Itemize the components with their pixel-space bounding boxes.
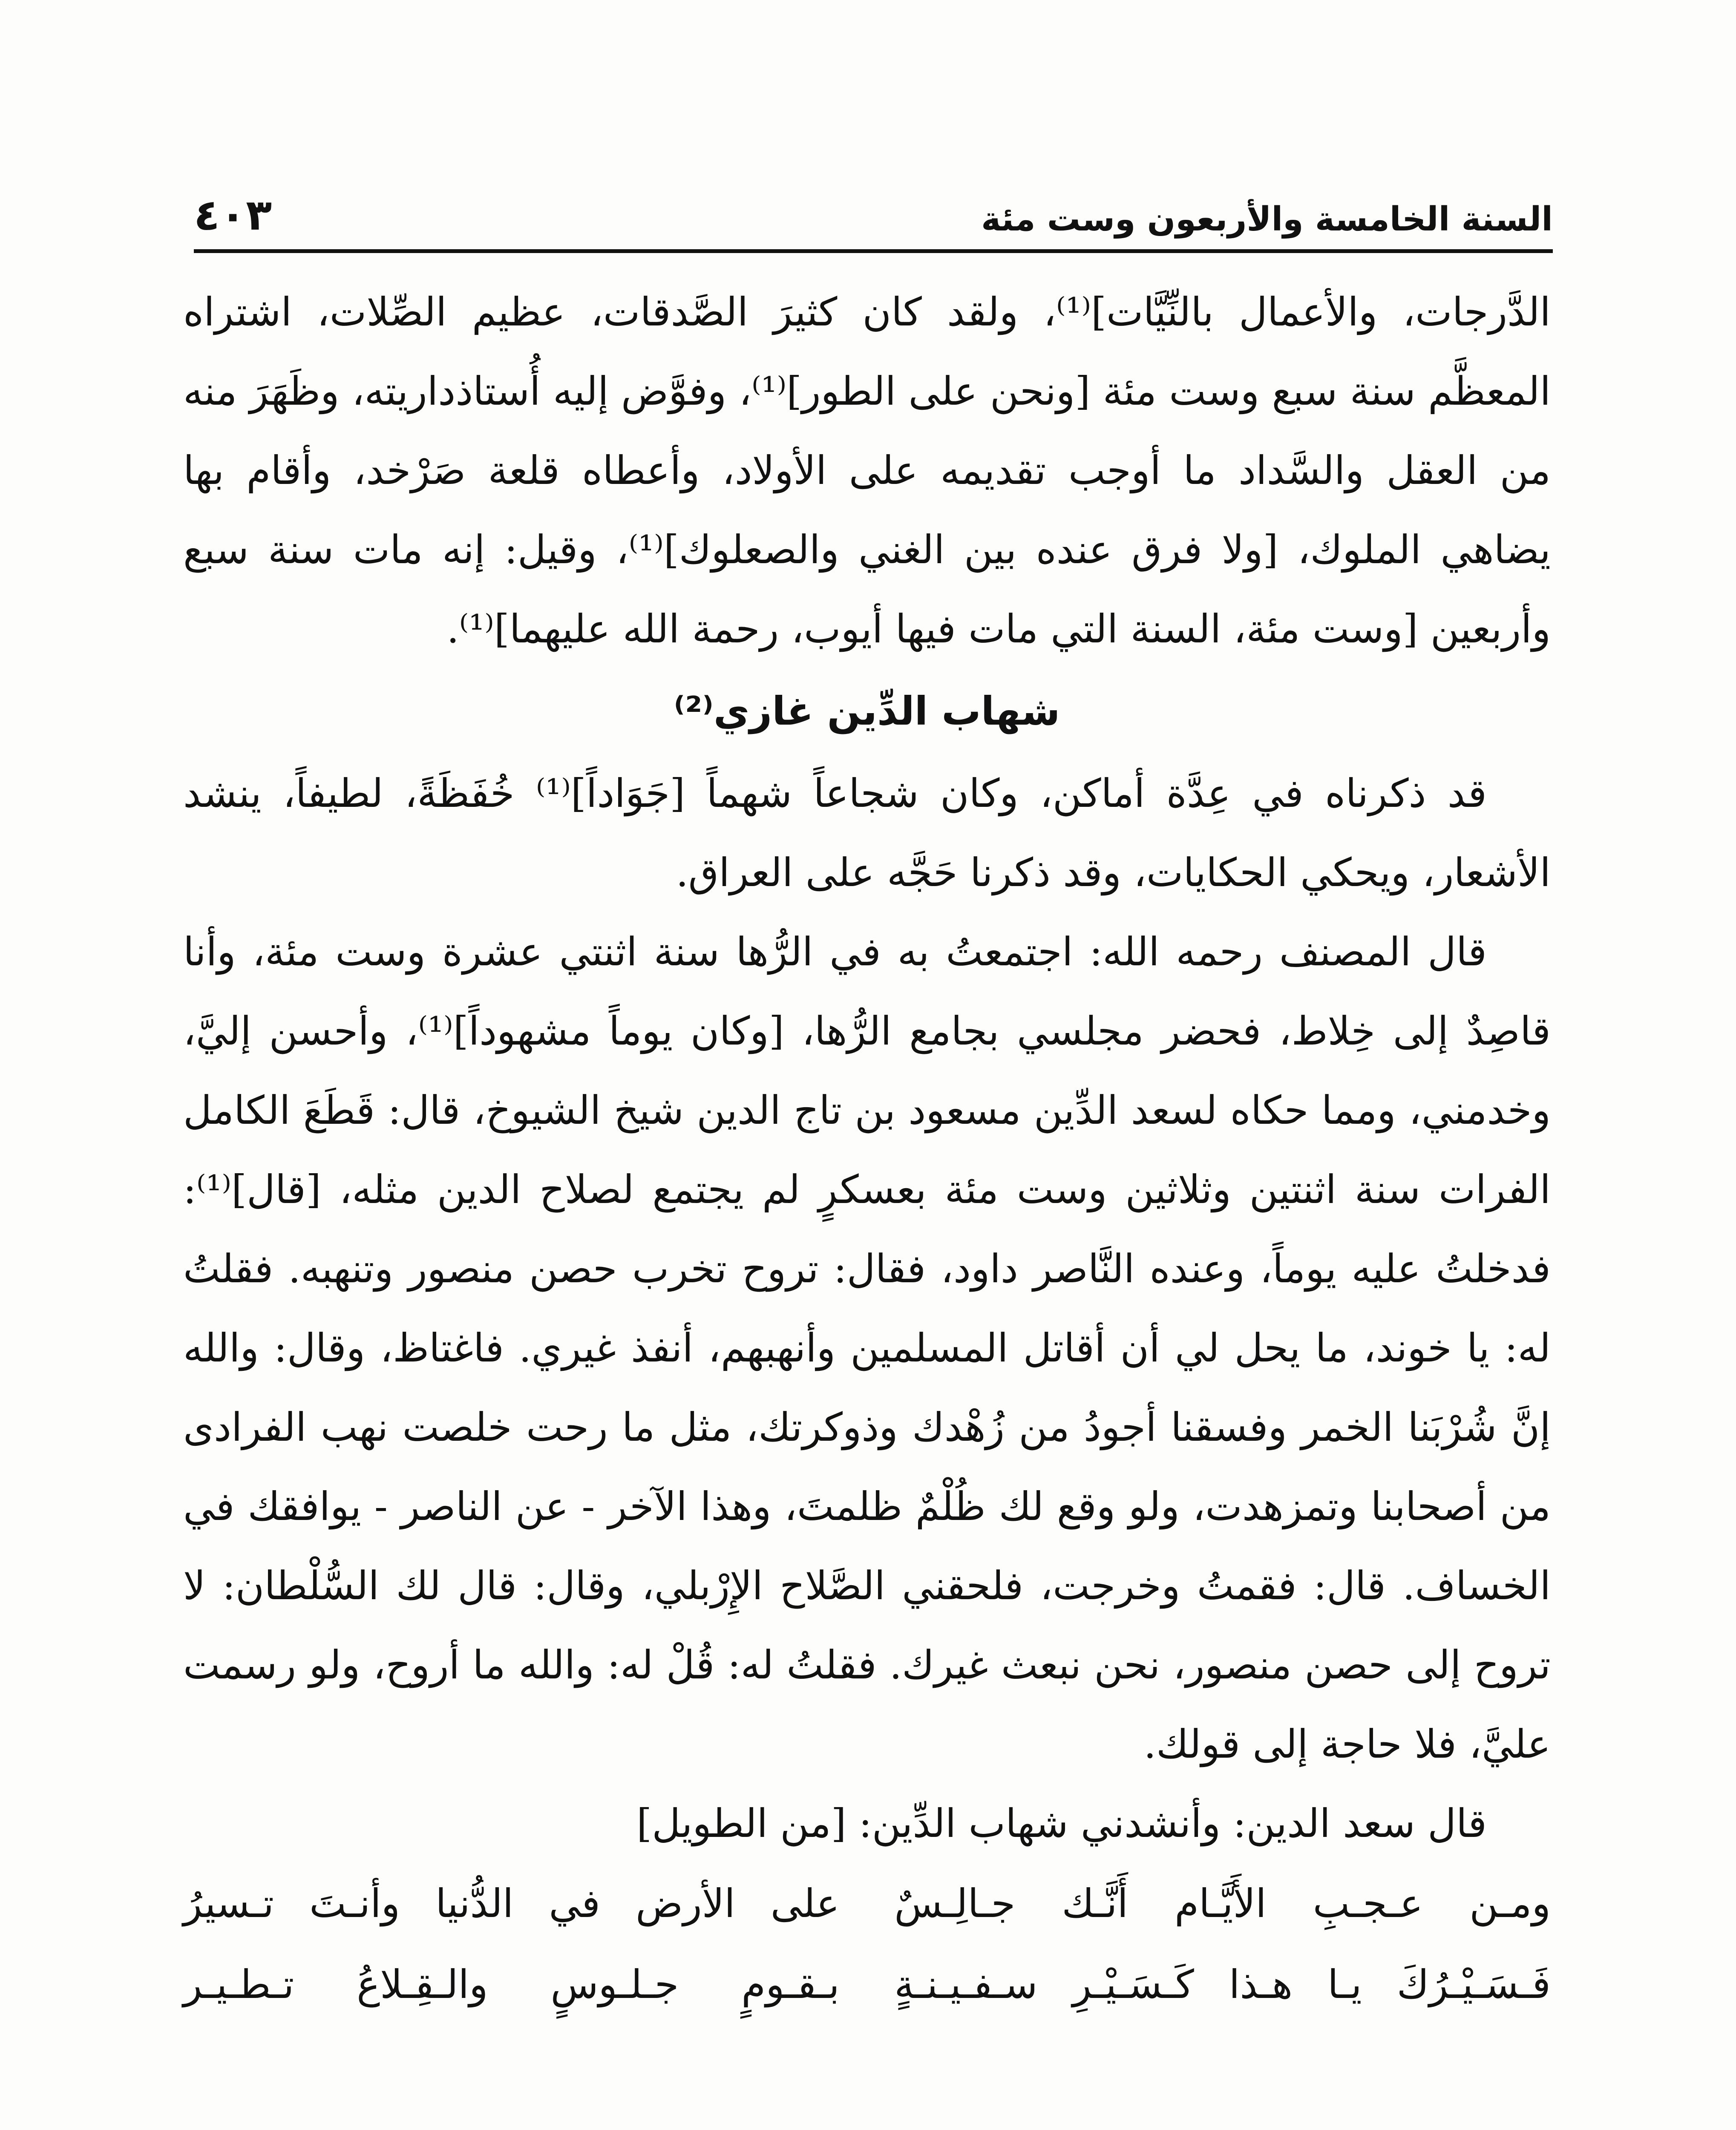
main-text [183, 273, 1551, 2025]
section-heading: شهاب الدِّين غازي⁽²⁾ [674, 688, 1060, 734]
page-number: ٤٠٣ [194, 190, 272, 240]
verse-first-hemistich: ومـن عـجـبِ الأَيَّـام أَنَّـك جـالِـسٌ [894, 1881, 1551, 1926]
paragraph-2: قد ذكرناه في عِدَّة أماكن، وكان شجاعاً شهماً [جَوَاداً]⁽¹⁾ خُفَظَةً، لطيفاً، ينشد الأشعار، ويحكي الحكايات، وقد ذكرنا حَجَّه على العراق. [183, 771, 1551, 895]
paragraph-4: قال سعد الدين: وأنشدني شهاب الدِّين: [من الطويل] [636, 1801, 1487, 1846]
poem [183, 1863, 1551, 2025]
verse-line [183, 1863, 1551, 1944]
verse-second-hemistich: على الأرض في الدُّنيا وأنـتَ تـسيرُ [183, 1881, 840, 1926]
verse-line [183, 1944, 1551, 2025]
running-title: السنة الخامسة والأربعون وست مئة [981, 200, 1553, 239]
header-rule [194, 249, 1553, 253]
paragraph-1: الدَّرجات، والأعمال بالنِّيَّات]⁽¹⁾، ولقد كان كثيرَ الصَّدقات، عظيم الصِّلات، اشتراه المعظَّم سنة سبع وست مئة [ونحن على الطور]⁽¹⁾، وفوَّض إليه أُستاذداريته، وظَهَرَ منه من العقل والسَّداد ما أوجب تقديمه على الأولاد، وأعطاه قلعة صَرْخد، وأقام بها يضاهي الملوك، [ولا فرق عنده بين الغني والصعلوك]⁽¹⁾، وقيل: إنه مات سنة سبع وأربعين [وست مئة، السنة التي مات فيها أيوب، رحمة الله عليهما]⁽¹⁾. [183, 289, 1551, 652]
page-header [194, 179, 1553, 251]
verse-second-hemistich: بـقـومٍ جـلـوسٍ والـقِـلاعُ تـطـيـر [183, 1962, 840, 2007]
verse-first-hemistich: فَـسَـيْـرُكَ يـا هـذا كَـسَـيْـرِ سـفـيـنـةٍ [894, 1962, 1551, 2007]
paragraph-3: قال المصنف رحمه الله: اجتمعتُ به في الرُّها سنة اثنتي عشرة وست مئة، وأنا قاصِدٌ إلى خِلاط، فحضر مجلسي بجامع الرُّها، [وكان يوماً مشهوداً]⁽¹⁾، وأحسن إليَّ، وخدمني، ومما حكاه لسعد الدِّين مسعود بن تاج الدين شيخ الشيوخ، قال: قَطَعَ الكامل الفرات سنة اثنتين وثلاثين وست مئة بعسكرٍ لم يجتمع لصلاح الدين مثله، [قال]⁽¹⁾: فدخلتُ عليه يوماً، وعنده النَّاصر داود، فقال: تروح تخرب حصن منصور وتنهبه. فقلتُ له: يا خوند، ما يحل لي أن أقاتل المسلمين وأنهبهم، أنفذ غيري. فاغتاظ، وقال: والله إنَّ شُرْبَنا الخمر وفسقنا أجودُ من زُهْدك وذوكرتك، مثل ما رحت خلصت نهب الفرادى من أصحابنا وتمزهدت، ولو وقع لك ظُلْمٌ ظلمتَ، وهذا الآخر - عن الناصر - يوافقك في الخساف. قال: فقمتُ وخرجت، فلحقني الصَّلاح الإِرْبلي، وقال: قال لك السُّلْطان: لا تروح إلى حصن منصور، نحن نبعث غيرك. فقلتُ له: قُلْ له: والله ما أروح، ولو رسمت عليَّ، فلا حاجة إلى قولك. [183, 929, 1551, 1767]
